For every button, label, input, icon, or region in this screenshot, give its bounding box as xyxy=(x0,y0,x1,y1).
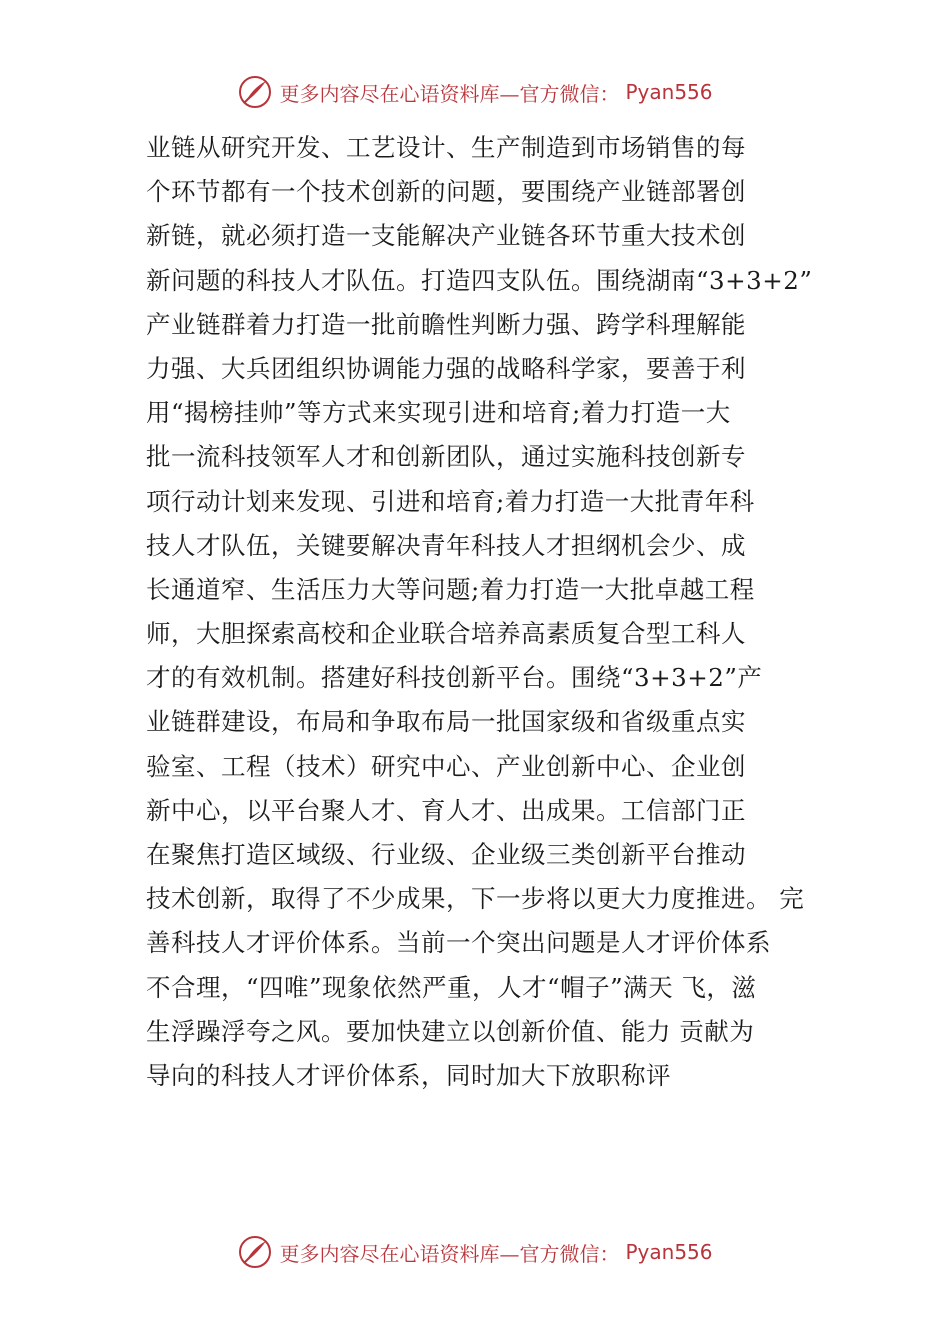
text-line: 生浮躁浮夸之风。要加快建立以创新价值、能力 贡献为 xyxy=(146,1016,755,1046)
text-line: 不合理，“四唯”现象依然严重，人才“帽子”满天 飞，滋 xyxy=(146,972,757,1002)
text-line: 新问题的科技人才队伍。打造四支队伍。围绕湖南“3+3+2” xyxy=(146,265,813,295)
watermark-handle: Pyan556 xyxy=(625,80,713,104)
text-line: 新中心，以平台聚人才、育人才、出成果。工信部门正 xyxy=(146,795,746,825)
text-line: 项行动计划来发现、引进和培育;着力打造一大批青年科 xyxy=(146,486,755,516)
text-line: 导向的科技人才评价体系，同时加大下放职称评 xyxy=(146,1060,671,1090)
footer-watermark xyxy=(0,1230,950,1274)
text-line: 验室、工程（技术）研究中心、产业创新中心、企业创 xyxy=(146,751,746,781)
text-line: 在聚焦打造区域级、行业级、企业级三类创新平台推动 xyxy=(146,840,746,869)
quill-logo-icon xyxy=(237,1234,273,1270)
text-line: 产业链群着力打造一批前瞻性判断力强、跨学科理解能 xyxy=(146,309,746,339)
text-line: 才的有效机制。搭建好科技创新平台。围绕“3+3+2”产 xyxy=(146,663,763,693)
document-body xyxy=(146,126,836,1098)
text-line: 用“揭榜挂帅”等方式来实现引进和培育;着力打造一大 xyxy=(146,398,731,428)
watermark-text: 更多内容尽在心语资料库—官方微信： xyxy=(279,81,620,106)
text-line: 新链，就必须打造一支能解决产业链各环节重大技术创 xyxy=(146,221,746,251)
text-line: 师，大胆探索高校和企业联合培养高素质复合型工科人 xyxy=(146,619,746,649)
text-line: 批一流科技领军人才和创新团队，通过实施科技创新专 xyxy=(146,442,746,472)
text-line: 善科技人才评价体系。当前一个突出问题是人才评价体系 xyxy=(146,928,771,958)
text-line: 业链从研究开发、工艺设计、生产制造到市场销售的每 xyxy=(146,133,746,162)
quill-logo-icon xyxy=(237,74,273,110)
text-line: 技术创新，取得了不少成果，下一步将以更大力度推进。 完 xyxy=(146,884,805,914)
watermark-text: 更多内容尽在心语资料库—官方微信： xyxy=(279,1241,620,1266)
text-line: 业链群建设，布局和争取布局一批国家级和省级重点实 xyxy=(146,707,746,737)
text-line: 长通道窄、生活压力大等问题;着力打造一大批卓越工程 xyxy=(146,574,755,604)
text-line: 个环节都有一个技术创新的问题，要围绕产业链部署创 xyxy=(146,177,746,207)
header-watermark xyxy=(0,70,950,114)
watermark-handle: Pyan556 xyxy=(625,1240,713,1264)
text-line: 技人才队伍，关键要解决青年科技人才担纲机会少、成 xyxy=(146,530,746,560)
text-line: 力强、大兵团组织协调能力强的战略科学家，要善于利 xyxy=(146,353,746,383)
